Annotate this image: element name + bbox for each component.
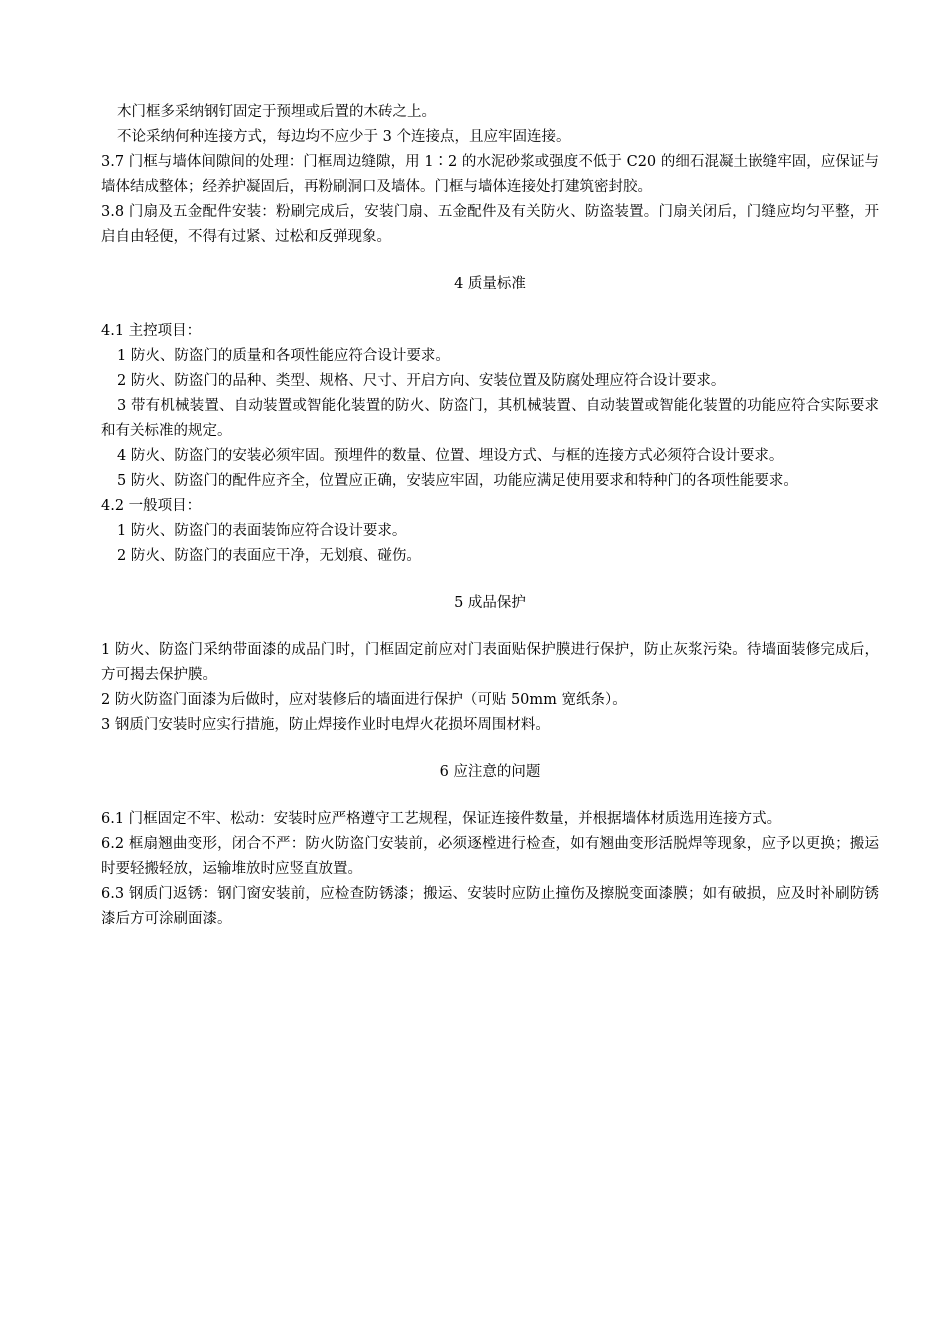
- section-4-heading: 4 质量标准: [454, 276, 526, 292]
- section-5-heading: 5 成品保护: [454, 595, 526, 611]
- clause-6-3: 6.3 钢质门返锈：钢门窗安装前，应检查防锈漆；搬运、安装时应防止撞伤及擦脱变面漆膜；如有破损，应及时补刷防锈漆后方可涂刷面漆。: [101, 886, 879, 927]
- clause-3-8: 3.8 门扇及五金配件安装：粉刷完成后，安装门扇、五金配件及有关防火、防盗装置。门扇关闭后，门缝应均匀平整，开启自由轻便，不得有过紧、过松和反弹现象。: [101, 204, 879, 245]
- list-item: 2 防火、防盗门的品种、类型、规格、尺寸、开启方向、安装位置及防腐处理应符合设计要求。: [117, 373, 726, 389]
- clause-6-1: 6.1 门框固定不牢、松动：安装时应严格遵守工艺规程，保证连接件数量，并根据墙体材质选用连接方式。: [101, 811, 782, 827]
- list-item: 2 防火防盗门面漆为后做时，应对装修后的墙面进行保护（可贴 50mm 宽纸条）。: [101, 692, 627, 708]
- list-item: 1 防火、防盗门的质量和各项性能应符合设计要求。: [117, 348, 450, 364]
- clause-4-2: 4.2 一般项目：: [101, 498, 202, 514]
- list-item: 3 钢质门安装时应实行措施，防止焊接作业时电焊火花损坏周围材料。: [101, 717, 550, 733]
- paragraph-wood-frame: 木门框多采纳钢钉固定于预埋或后置的木砖之上。: [117, 104, 436, 120]
- paragraph-connection-points: 不论采纳何种连接方式，每边均不应少于 3 个连接点，且应牢固连接。: [117, 129, 571, 145]
- list-item: 2 防火、防盗门的表面应干净，无划痕、碰伤。: [117, 548, 421, 564]
- document-page: [101, 100, 879, 932]
- section-6-heading: 6 应注意的问题: [439, 764, 541, 780]
- list-item: 3 带有机械装置、自动装置或智能化装置的防火、防盗门，其机械装置、自动装置或智能化装置的功能应符合实际要求和有关标准的规定。: [101, 398, 879, 439]
- list-item: 4 防火、防盗门的安装必须牢固。预埋件的数量、位置、埋设方式、与框的连接方式必须符合设计要求。: [117, 448, 784, 464]
- list-item: 5 防火、防盗门的配件应齐全，位置应正确，安装应牢固，功能应满足使用要求和特种门的各项性能要求。: [117, 473, 798, 489]
- clause-4-1: 4.1 主控项目：: [101, 323, 202, 339]
- clause-6-2: 6.2 框扇翘曲变形，闭合不严：防火防盗门安装前，必须逐樘进行检查，如有翘曲变形活脱焊等现象，应予以更换；搬运时要轻搬轻放，运输堆放时应竖直放置。: [101, 836, 879, 877]
- list-item: 1 防火、防盗门采纳带面漆的成品门时，门框固定前应对门表面贴保护膜进行保护，防止灰浆污染。待墙面装修完成后，方可揭去保护膜。: [101, 642, 879, 683]
- clause-3-7: 3.7 门框与墙体间隙间的处理：门框周边缝隙，用 1∶2 的水泥砂浆或强度不低于 C20 的细石混凝土嵌缝牢固，应保证与墙体结成整体；经养护凝固后，再粉刷洞口及墙体。门框与墙体连接处打建筑密封胶。: [101, 154, 879, 195]
- list-item: 1 防火、防盗门的表面装饰应符合设计要求。: [117, 523, 407, 539]
